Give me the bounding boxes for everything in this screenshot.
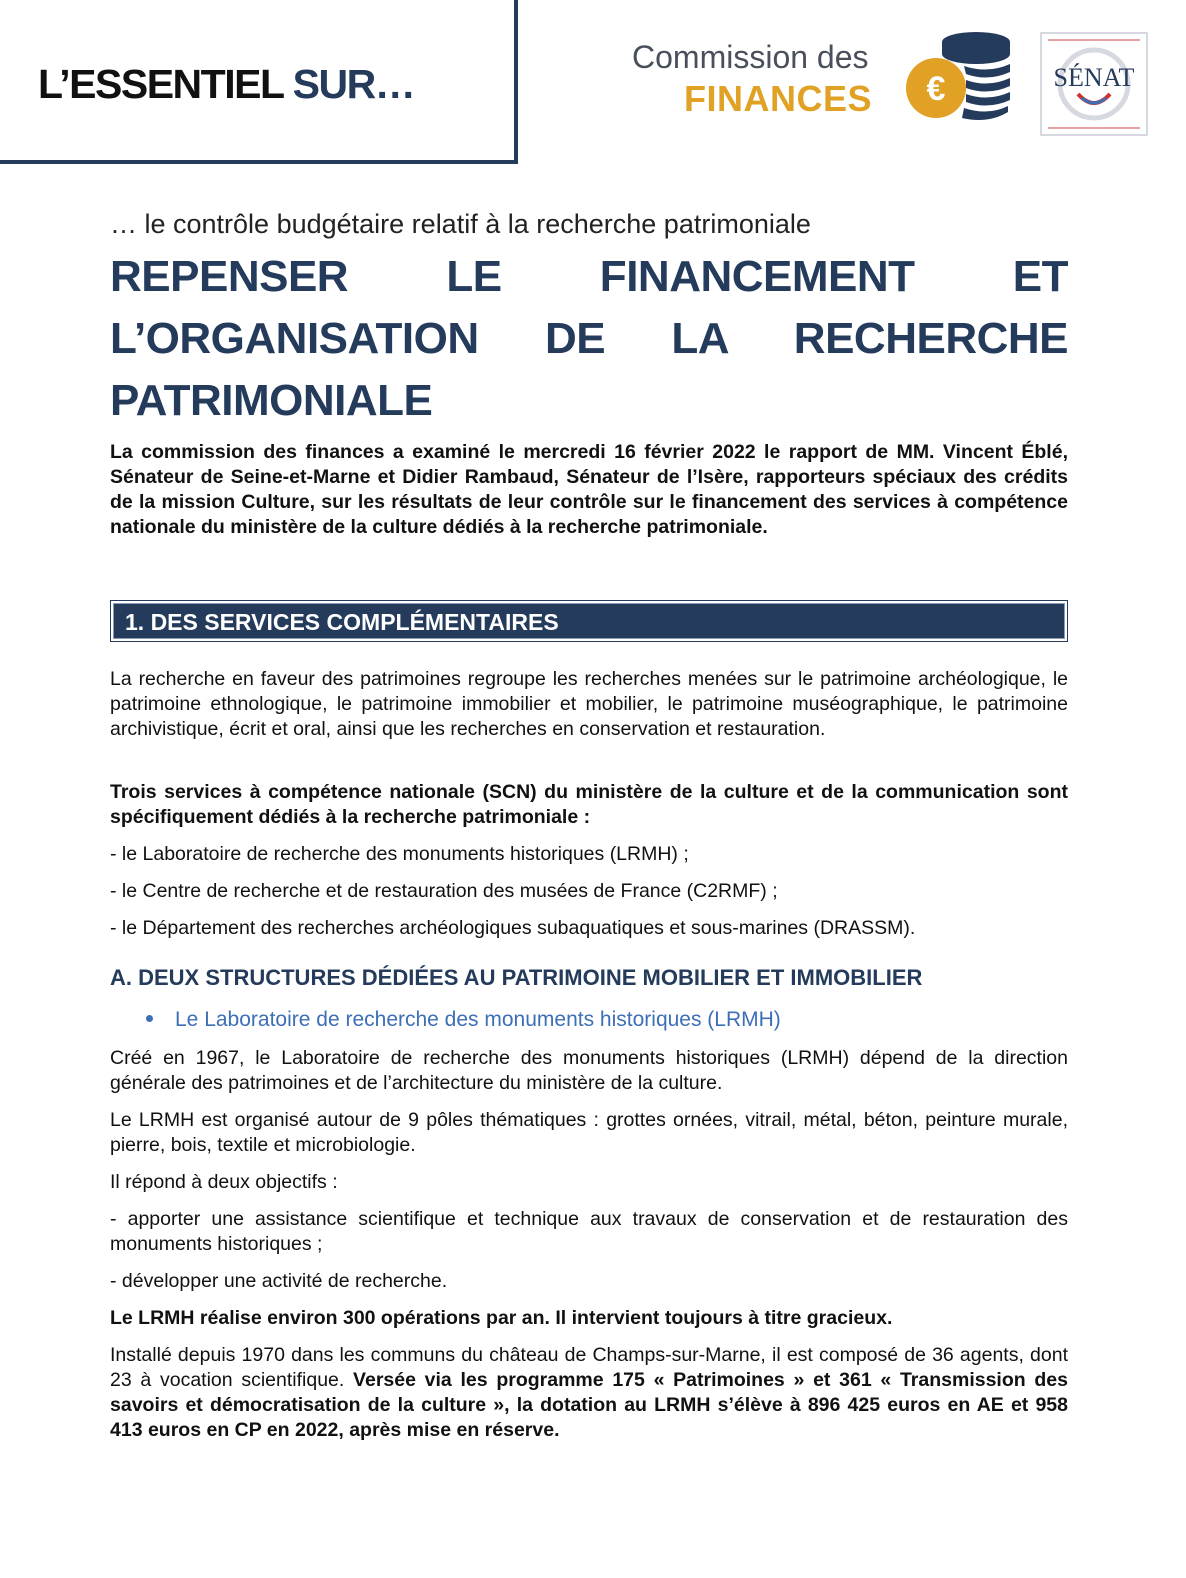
lrmh-paragraph-5: - développer une activité de recherche. bbox=[110, 1270, 448, 1292]
header-title-main: L’ESSENTIEL bbox=[38, 61, 293, 107]
document-subtitle: … le contrôle budgétaire relatif à la recherche patrimoniale bbox=[110, 209, 811, 239]
lrmh-paragraph-1: Créé en 1967, le Laboratoire de recherche des monuments historiques (LRMH) dépend de la direction générale des patrimoines et de l’architecture du ministère de la culture. bbox=[110, 1047, 1068, 1094]
header-box bbox=[0, 0, 518, 164]
section-1-banner bbox=[110, 600, 1068, 642]
list-item-drassm: - le Département des recherches archéologiques subaquatiques et sous-marines (DRASSM). bbox=[110, 917, 916, 939]
section-1-heading: 1. DES SERVICES COMPLÉMENTAIRES bbox=[125, 609, 559, 635]
list-item-lrmh: - le Laboratoire de recherche des monuments historiques (LRMH) ; bbox=[110, 843, 689, 865]
scn-intro-paragraph: Trois services à compétence nationale (SCN) du ministère de la culture et de la communication sont spécifiquement dédiés à la recherche patrimoniale : bbox=[110, 781, 1068, 828]
section-1-paragraph: La recherche en faveur des patrimoines regroupe les recherches menées sur le patrimoine archéologique, le patrimoine ethnologique, le patrimoine immobilier et mobilier, le patrimoine muséographique, le patrimoine archivistique, écrit et oral, ainsi que les recherches en conservation et restauration. bbox=[110, 668, 1068, 740]
lrmh-bullet bbox=[146, 1006, 781, 1034]
bullet-dot-icon bbox=[146, 1015, 153, 1022]
section-a-heading: A. DEUX STRUCTURES DÉDIÉES AU PATRIMOINE MOBILIER ET IMMOBILIER bbox=[110, 965, 923, 990]
lrmh-paragraph-2: Le LRMH est organisé autour de 9 pôles thématiques : grottes ornées, vitrail, métal, béton, peinture murale, pierre, bois, textile et microbiologie. bbox=[110, 1109, 1068, 1156]
lrmh-bullet-label: Le Laboratoire de recherche des monuments historiques (LRMH) bbox=[175, 1008, 781, 1031]
lrmh-paragraph-7-bold: Versée via les programme 175 « Patrimoines » et 361 « Transmission des savoirs et démocratisation de la culture », la dotation au LRMH s’élève à 896 425 euros en AE et 958 413 euros en CP en 2022, après mise en réserve. bbox=[110, 1369, 1068, 1441]
svg-text:€: € bbox=[926, 70, 946, 108]
intro-paragraph: La commission des finances a examiné le mercredi 16 février 2022 le rapport de MM. Vincent Éblé, Sénateur de Seine-et-Marne et Didier Rambaud, Sénateur de l’Isère, rapporteurs spéciaux des crédits de la mission Culture, sur les résultats de leur contrôle sur le financement des services à compétence nationale du ministère de la culture dédiés à la recherche patrimoniale. bbox=[110, 441, 1068, 538]
svg-text:SÉNAT: SÉNAT bbox=[1053, 63, 1135, 92]
lrmh-paragraph-7-normal: Installé depuis 1970 dans les communs du château de Champs-sur-Marne, il est composé de 36 agents, dont 23 à vocation scientifique. bbox=[110, 1344, 1068, 1391]
document-title: REPENSER LE FINANCEMENT ET L’ORGANISATION DE LA RECHERCHE PATRIMONIALE bbox=[110, 252, 1068, 425]
lrmh-paragraph-7 bbox=[110, 1343, 1068, 1443]
lrmh-paragraph-6: Le LRMH réalise environ 300 opérations par an. Il intervient toujours à titre gracieux. bbox=[110, 1307, 893, 1329]
euro-coins-icon bbox=[904, 30, 1014, 126]
header-title-accent: SUR… bbox=[292, 61, 415, 107]
commission-line1: Commission des bbox=[632, 39, 869, 75]
senat-logo bbox=[1040, 32, 1148, 136]
commission-line2: FINANCES bbox=[684, 78, 873, 119]
lrmh-paragraph-4: - apporter une assistance scientifique et technique aux travaux de conservation et de restauration des monuments historiques ; bbox=[110, 1208, 1068, 1255]
header-title bbox=[38, 60, 414, 108]
lrmh-paragraph-3: Il répond à deux objectifs : bbox=[110, 1171, 338, 1193]
commission-finances-logo bbox=[632, 38, 1022, 130]
list-item-c2rmf: - le Centre de recherche et de restauration des musées de France (C2RMF) ; bbox=[110, 880, 778, 902]
